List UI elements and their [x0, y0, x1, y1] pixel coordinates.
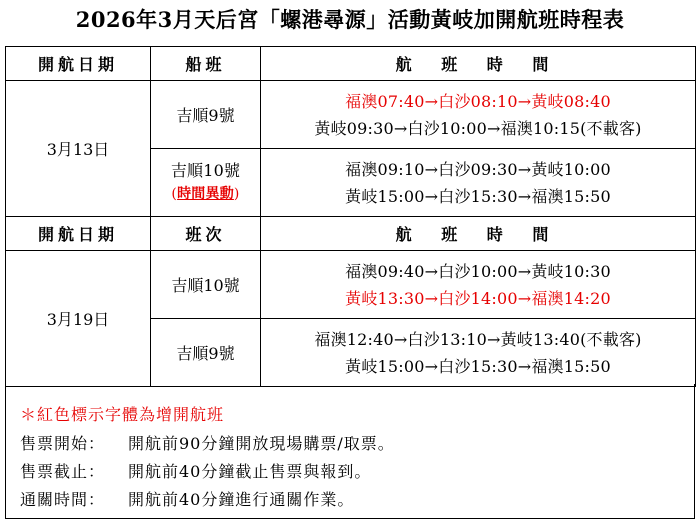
flight-line: 福澳09:10→白沙09:30→黃岐10:00	[345, 159, 611, 179]
flight-line: 福澳12:40→白沙13:10→黃岐13:40(不載客)	[314, 329, 642, 349]
table-header-row	[6, 217, 696, 251]
ship-cell: 吉順10號 (時間異動)	[151, 149, 261, 217]
page-title: 2026年3月天后宮「螺港尋源」活動黃岐加開航班時程表	[75, 7, 625, 32]
note-label: 售票開始：	[20, 434, 106, 453]
note-text: 開航前40分鐘截止售票與報到。	[128, 462, 372, 481]
notes-box	[5, 384, 695, 519]
note-text: 開航前90分鐘開放現場購票/取票。	[128, 434, 395, 453]
ship-cell	[151, 251, 261, 319]
header-time: 航 班 時 間	[261, 217, 696, 251]
ship-cell	[151, 81, 261, 149]
time-cell	[261, 149, 696, 217]
ship-name: 吉順9號	[176, 344, 235, 363]
ship-cell	[151, 319, 261, 387]
table-header-row	[6, 47, 696, 81]
note-row	[20, 431, 395, 454]
flight-line: 黃岐09:30→白沙10:00→福澳10:15(不載客)	[314, 118, 642, 138]
flight-line-added: 黃岐13:30→白沙14:00→福澳14:20	[345, 288, 611, 308]
flight-line-added: 福澳07:40→白沙08:10→黃岐08:40	[345, 91, 611, 111]
legend-note: ＊紅色標示字體為增開航班	[20, 405, 225, 424]
header-time: 航 班 時 間	[261, 47, 696, 81]
date-cell: 3月19日	[6, 251, 151, 387]
ship-name: 吉順10號	[171, 276, 240, 295]
time-cell	[261, 319, 696, 387]
flight-line: 黃岐15:00→白沙15:30→福澳15:50	[345, 356, 611, 376]
time-cell	[261, 81, 696, 149]
header-ship: 船班	[151, 47, 261, 81]
header-date: 開航日期	[6, 217, 151, 251]
table-row	[6, 251, 696, 319]
note-row	[20, 459, 371, 482]
header-date: 開航日期	[6, 47, 151, 81]
header-ship: 班次	[151, 217, 261, 251]
table-row	[6, 81, 696, 149]
note-label: 通關時間：	[20, 490, 106, 509]
flight-line: 福澳09:40→白沙10:00→黃岐10:30	[345, 261, 611, 281]
schedule-table	[5, 46, 696, 387]
time-cell	[261, 251, 696, 319]
note-text: 開航前40分鐘進行通關作業。	[128, 490, 355, 509]
ship-name: 吉順10號	[170, 161, 241, 180]
flight-line: 黃岐15:00→白沙15:30→福澳15:50	[345, 186, 611, 206]
ship-name: 吉順9號	[176, 106, 235, 125]
time-change-note: 時間異動	[177, 186, 234, 202]
note-row	[20, 487, 354, 510]
date-cell: 3月13日	[6, 81, 151, 217]
note-label: 售票截止：	[20, 462, 106, 481]
